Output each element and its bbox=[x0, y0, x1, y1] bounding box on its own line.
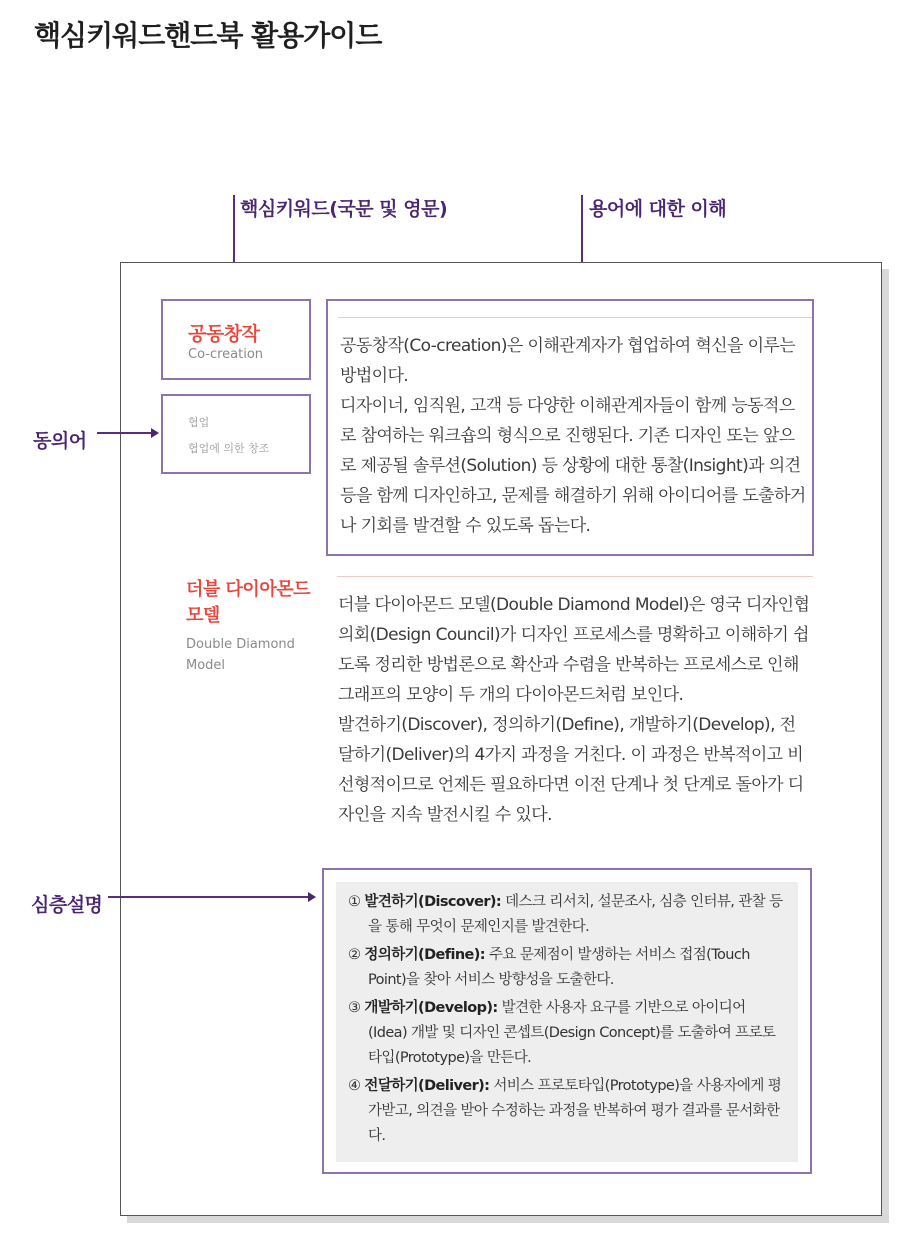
item-term: 발견하기(Discover): bbox=[364, 894, 502, 910]
keyword-en-line: Model bbox=[186, 658, 226, 673]
synonym-callout-label: 동의어 bbox=[33, 430, 87, 452]
item-term: 전달하기(Deliver): bbox=[364, 1078, 490, 1094]
detail-list bbox=[348, 890, 784, 1152]
keyword-box bbox=[161, 299, 311, 380]
deep-callout-label: 심층설명 bbox=[31, 894, 103, 916]
item-number: ③ bbox=[348, 1000, 361, 1016]
synonym-box bbox=[161, 394, 311, 474]
arrow-right-icon bbox=[151, 428, 159, 438]
keyword-ko: 공동창작 bbox=[188, 323, 260, 345]
divider bbox=[337, 576, 813, 577]
definition-box bbox=[326, 299, 814, 556]
paragraph: 발견하기(Discover), 정의하기(Define), 개발하기(Develop), 전달하기(Deliver)의 4가지 과정을 거친다. 이 과정은 반복적이고 비선형적이므로 언제든 필요하다면 이전 단계나 첫 단계로 돌아가 디자인을 지속 발전시킬 수 있다. bbox=[338, 715, 804, 825]
synonym-2: 협업에 의한 창조 bbox=[188, 442, 270, 455]
item-number: ④ bbox=[348, 1078, 361, 1094]
item-text: 데스크 리서치, 설문조사, 심층 인터뷰, 관찰 등을 통해 무엇이 문제인지를 발견한다. bbox=[368, 894, 783, 935]
keyword-en-2 bbox=[186, 634, 295, 676]
keyword-en-line: Double Diamond bbox=[186, 637, 295, 652]
item-text: 서비스 프로토타입(Prototype)을 사용자에게 평가받고, 의견을 받아 수정하는 과정을 반복하여 평가 결과를 문서화한다. bbox=[368, 1078, 782, 1144]
list-item bbox=[348, 890, 784, 940]
detail-panel bbox=[336, 882, 798, 1162]
keyword-callout-label: 핵심키워드(국문 및 영문) bbox=[240, 198, 448, 220]
keyword-ko-line: 모델 bbox=[186, 605, 220, 626]
keyword-ko-2 bbox=[186, 577, 310, 629]
definition-text-2 bbox=[338, 590, 810, 830]
item-number: ② bbox=[348, 947, 361, 963]
item-text: 주요 문제점이 발생하는 서비스 접점(Touch Point)을 찾아 서비스 방향성을 도출한다. bbox=[368, 947, 750, 988]
definition-text bbox=[340, 331, 806, 541]
item-number: ① bbox=[348, 894, 361, 910]
paragraph: 더블 다이아몬드 모델(Double Diamond Model)은 영국 디자인협의회(Design Council)가 디자인 프로세스를 명확하고 이해하기 쉽도록 정리한 방법론으로 확산과 수렴을 반복하는 프로세스로 인해 그래프의 모양이 두 개의 다이아몬드처럼 보인다. bbox=[338, 595, 810, 705]
arrow-right-icon bbox=[308, 892, 316, 902]
synonym-callout-line bbox=[97, 432, 153, 434]
keyword-ko-line: 더블 다이아몬드 bbox=[186, 579, 310, 600]
list-item bbox=[348, 996, 784, 1071]
synonym-1: 협업 bbox=[188, 416, 210, 429]
deep-callout-line bbox=[108, 896, 310, 898]
list-item bbox=[348, 943, 784, 993]
divider bbox=[338, 317, 812, 318]
item-term: 개발하기(Develop): bbox=[364, 1000, 498, 1016]
understanding-callout-label: 용어에 대한 이해 bbox=[589, 198, 727, 220]
paragraph: 디자이너, 임직원, 고객 등 다양한 이해관계자들이 함께 능동적으로 참여하는 워크숍의 형식으로 진행된다. 기존 디자인 또는 앞으로 제공될 솔루션(Solution) 등 상황에 대한 통찰(Insight)과 의견 등을 함께 디자인하고, 문제를 해결하기 위해 아이디어를 도출하거나 기회를 발견할 수 있도록 돕는다. bbox=[340, 396, 806, 536]
detail-box bbox=[322, 868, 812, 1174]
item-term: 정의하기(Define): bbox=[364, 947, 486, 963]
page-title: 핵심키워드핸드북 활용가이드 bbox=[34, 19, 382, 52]
list-item bbox=[348, 1074, 784, 1149]
paragraph: 공동창작(Co-creation)은 이해관계자가 협업하여 혁신을 이루는 방법이다. bbox=[340, 336, 796, 386]
keyword-en: Co-creation bbox=[188, 347, 264, 362]
item-text: 발견한 사용자 요구를 기반으로 아이디어(Idea) 개발 및 디자인 콘셉트(Design Concept)를 도출하여 프로토타입(Prototype)을 만든다. bbox=[368, 1000, 776, 1066]
